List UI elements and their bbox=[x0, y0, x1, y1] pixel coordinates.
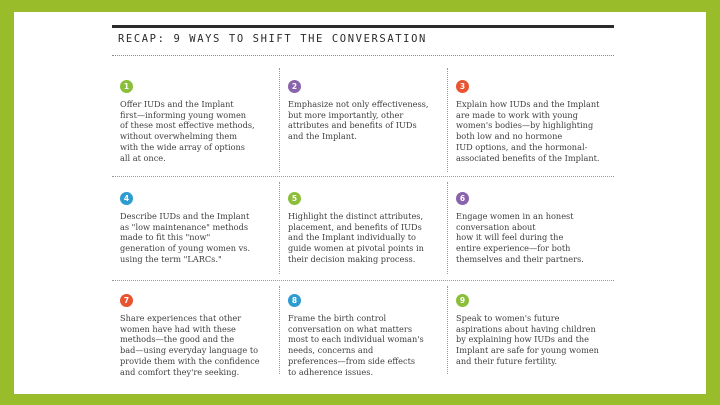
tip-item-3 bbox=[448, 72, 614, 163]
number-badge: 4 bbox=[120, 192, 133, 205]
number-badge: 6 bbox=[456, 192, 469, 205]
tip-item-9 bbox=[448, 286, 614, 367]
tip-item-6 bbox=[448, 184, 614, 265]
row-divider bbox=[112, 280, 614, 281]
tip-text: Highlight the distinct attributes, placement, and benefits of IUDs and the Implant individually to guide women at pivotal points in their decision making process. bbox=[288, 211, 424, 264]
tip-item-7 bbox=[112, 286, 279, 377]
header-bar bbox=[112, 25, 614, 28]
number-badge: 5 bbox=[288, 192, 301, 205]
tip-text: Speak to women's future aspirations about having children by explaining how IUDs and the Implant are safe for young women and their future fertility. bbox=[456, 313, 599, 366]
number-badge: 8 bbox=[288, 294, 301, 307]
tip-text: Share experiences that other women have had with these methods—the good and the bad—using everyday language to provide them with the confidence and comfort they're seeking. bbox=[120, 313, 260, 377]
title-divider bbox=[112, 55, 614, 56]
tip-item-4 bbox=[112, 184, 279, 265]
tip-text: Describe IUDs and the Implant as "low maintenance" methods made to fit this "now" generation of young women vs. using the term "LARCs." bbox=[120, 211, 251, 264]
tip-item-5 bbox=[280, 184, 447, 265]
number-badge: 1 bbox=[120, 80, 133, 93]
tip-item-2 bbox=[280, 72, 447, 142]
row-divider bbox=[112, 176, 614, 177]
tip-text: Offer IUDs and the Implant first—informing young women of these most effective methods, without overwhelming them with the wide array of options all at once. bbox=[120, 99, 255, 163]
tip-text: Explain how IUDs and the Implant are made to work with young women's bodies—by highlighting both low and no hormone IUD options, and the hormonal- associated benefits of the Implant. bbox=[456, 99, 600, 163]
number-badge: 3 bbox=[456, 80, 469, 93]
page-title: RECAP: 9 WAYS TO SHIFT THE CONVERSATION bbox=[118, 33, 427, 45]
number-badge: 7 bbox=[120, 294, 133, 307]
tip-text: Emphasize not only effectiveness, but more importantly, other attributes and benefits of IUDs and the Implant. bbox=[288, 99, 429, 142]
tip-item-1 bbox=[112, 72, 279, 163]
slide bbox=[14, 12, 706, 394]
tip-item-8 bbox=[280, 286, 447, 377]
tips-grid bbox=[112, 60, 614, 376]
tip-text: Engage women in an honest conversation about how it will feel during the entire experience—for both themselves and their partners. bbox=[456, 211, 584, 264]
number-badge: 2 bbox=[288, 80, 301, 93]
tip-text: Frame the birth control conversation on what matters most to each individual woman's needs, concerns and preferences—from side effects to adherence issues. bbox=[288, 313, 424, 377]
number-badge: 9 bbox=[456, 294, 469, 307]
